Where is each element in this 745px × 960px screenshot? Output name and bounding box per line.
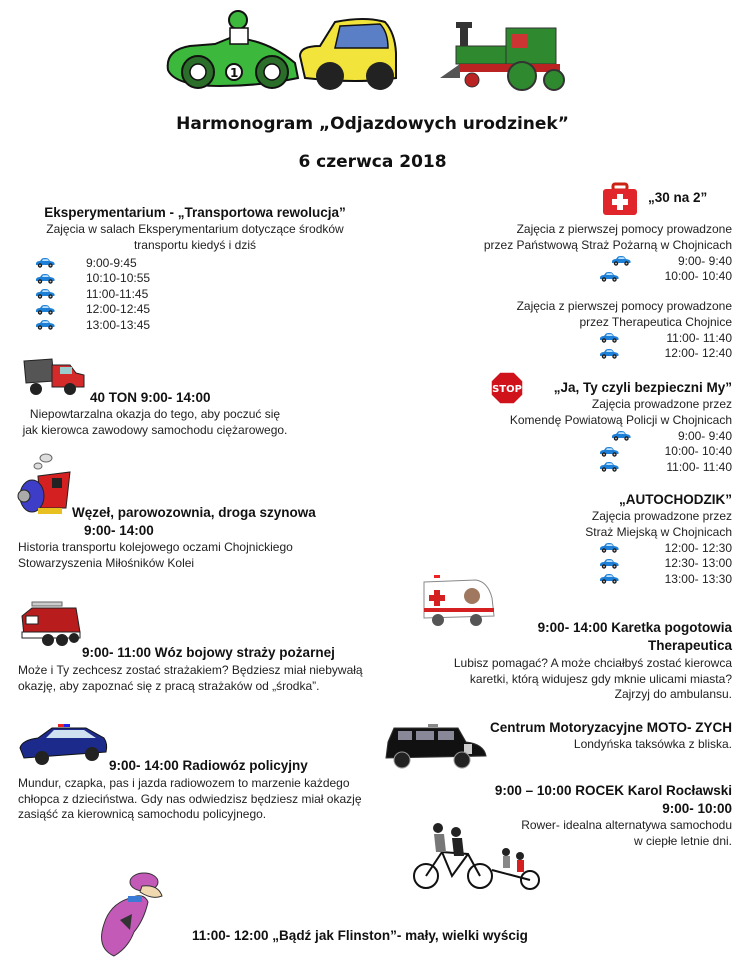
- section-description: Może i Ty zechcesz zostać strażakiem? Będziesz miał niebywałą: [18, 663, 363, 677]
- first-aid-kit-icon: [600, 182, 640, 218]
- section-description: Rower- idealna alternatywa samochodu: [521, 818, 732, 832]
- section-policja: [18, 758, 378, 823]
- section-description: Straż Miejską w Chojnicach: [585, 524, 732, 539]
- section-autochodzik: [420, 492, 732, 587]
- section-title: „30 na 2”: [648, 190, 708, 205]
- section-title: 9:00- 11:00 Wóz bojowy straży pożarnej: [82, 645, 335, 660]
- blue-car-icon: [34, 288, 56, 299]
- blue-car-icon: [610, 430, 632, 441]
- section-40-ton: [0, 390, 310, 438]
- blue-car-icon: [598, 558, 620, 569]
- section-title: „AUTOCHODZIK”: [619, 492, 732, 507]
- section-description: chłopca z dzieciństwa. Gdy nas odwiedzisz będziesz miał okazję: [18, 791, 362, 806]
- section-title: Węzeł, parowozownia, droga szynowa: [72, 505, 316, 520]
- time-slot: [420, 556, 732, 572]
- blue-car-icon: [34, 304, 56, 315]
- section-description: Londyńska taksówka z bliska.: [573, 737, 732, 751]
- header-illustration: [160, 8, 590, 98]
- svg-text:1: 1: [230, 66, 239, 80]
- section-description: zasiąść za kierownicą samochodu policyjnego.: [18, 807, 267, 821]
- slot-time: 10:00- 10:40: [664, 444, 732, 459]
- fire-truck-icon: [18, 598, 84, 648]
- steam-train-icon: [440, 22, 564, 90]
- section-description: Zajrzyj do ambulansu.: [614, 687, 732, 701]
- section-time: 9:00- 10:00: [662, 801, 732, 816]
- time-slot: [20, 255, 370, 271]
- page-title: Harmonogram „Odjazdowych urodzinek”: [176, 114, 569, 134]
- slot-time: 12:00- 12:30: [664, 540, 732, 555]
- section-description: Zajęcia z pierwszej pomocy prowadzone: [516, 222, 732, 236]
- section-description: karetki, którą widujesz gdy mknie ulicami miasta?: [469, 671, 732, 686]
- time-slot: [420, 346, 732, 362]
- slot-time: 11:00- 11:40: [666, 330, 732, 345]
- blue-car-icon: [610, 255, 632, 266]
- section-description: Zajęcia prowadzone przez: [591, 397, 732, 411]
- section-description: Lubisz pomagać? A może chciałbyś zostać kierowca: [453, 656, 732, 670]
- event-date: 6 czerwca 2018: [298, 152, 447, 172]
- section-description: przez Państwową Straż Pożarną w Chojnicach: [483, 237, 732, 252]
- blue-car-icon: [598, 332, 620, 343]
- section-title: 11:00- 12:00 „Bądź jak Flinston”- mały, wielki wyścig: [192, 928, 528, 943]
- blue-car-icon: [598, 446, 620, 457]
- time-slot: [420, 444, 732, 460]
- section-description: Niepowtarzalna okazja do tego, aby poczuć się: [29, 407, 281, 421]
- slot-time: 9:00- 9:40: [677, 253, 732, 268]
- section-description: Zajęcia w salach Eksperymentarium dotyczące środków: [46, 222, 344, 236]
- section-title: „Ja, Ty czyli bezpieczni My”: [553, 380, 732, 395]
- time-slot: [20, 317, 370, 333]
- blue-car-icon: [34, 319, 56, 330]
- dino-icon: [86, 868, 166, 960]
- tandem-bicycle-icon: [412, 822, 544, 892]
- section-title: Centrum Motoryzacyjne MOTO- ZYCH: [489, 720, 732, 735]
- section-description: jak kierowca zawodowy samochodu ciężarowego.: [22, 422, 288, 437]
- blue-car-icon: [598, 542, 620, 553]
- section-description: Zajęcia prowadzone przez: [591, 509, 732, 523]
- yellow-car-icon: [300, 19, 396, 90]
- slot-time: 10:00- 10:40: [664, 269, 732, 284]
- time-slot: [20, 286, 370, 302]
- blue-car-icon: [598, 461, 620, 472]
- section-description: Stowarzyszenia Miłośników Kolei: [18, 555, 195, 570]
- section-description: Mundur, czapka, pas i jazda radiowozem to marzenie każdego: [18, 776, 350, 790]
- slot-time: 9:00- 9:40: [677, 428, 732, 443]
- race-car-icon: [160, 8, 590, 98]
- section-description: okazję, aby zapoznać się z pracą strażaków od „środka”.: [18, 678, 320, 693]
- section-title: Eksperymentarium - „Transportowa rewolucja”: [44, 205, 346, 220]
- section-description: Komendę Powiatową Policji w Chojnicach: [509, 412, 732, 427]
- slot-time: 13:00- 13:30: [664, 571, 732, 586]
- time-slot: [420, 540, 732, 556]
- section-flinston: [192, 928, 528, 943]
- slot-time: 10:10-10:55: [86, 271, 151, 286]
- section-time: 9:00- 14:00: [84, 523, 154, 538]
- section-straz: [18, 645, 378, 694]
- section-title: 9:00 – 10:00 ROCEK Karol Rocławski: [494, 783, 732, 798]
- green-race-car-icon: [168, 11, 298, 88]
- slot-time: 13:00-13:45: [86, 317, 151, 332]
- section-description: przez Therapeutica Chojnice: [579, 314, 732, 329]
- slot-time: 12:30- 13:00: [664, 556, 732, 571]
- time-slot: [420, 459, 732, 475]
- slot-time: 9:00-9:45: [86, 255, 137, 270]
- section-title: Therapeutica: [647, 638, 732, 653]
- blue-car-icon: [598, 271, 620, 282]
- time-slot: [20, 271, 370, 287]
- time-slot: [420, 253, 732, 269]
- slot-time: 12:00- 12:40: [664, 346, 732, 361]
- blue-car-icon: [598, 573, 620, 584]
- blue-car-icon: [34, 257, 56, 268]
- slot-time: 12:00-12:45: [86, 302, 151, 317]
- section-description: w ciepłe letnie dni.: [633, 833, 732, 848]
- slot-time: 11:00-11:45: [86, 286, 149, 301]
- section-wezel: [18, 505, 358, 571]
- section-eksperymentarium: [20, 205, 370, 333]
- time-slot: [420, 269, 732, 285]
- time-slot: [20, 302, 370, 318]
- time-slot: [420, 330, 732, 346]
- section-bezpieczni: [420, 380, 732, 475]
- section-description: Zajęcia z pierwszej pomocy prowadzone: [516, 299, 732, 313]
- section-description: transportu kiedyś i dziś: [133, 237, 257, 252]
- section-first-aid: [420, 222, 732, 361]
- section-title: 9:00- 14:00 Karetka pogotowia: [537, 620, 732, 635]
- section-description: Historia transportu kolejowego oczami Chojnickiego: [18, 540, 293, 554]
- slot-time: 11:00- 11:40: [666, 459, 732, 474]
- section-title: 40 TON 9:00- 14:00: [90, 390, 211, 405]
- blue-car-icon: [598, 348, 620, 359]
- section-karetka: [420, 620, 732, 703]
- svg-text:STOP: STOP: [492, 384, 522, 395]
- section-title: 9:00- 14:00 Radiowóz policyjny: [109, 758, 308, 773]
- time-slot: [420, 428, 732, 444]
- section-moto-zych: [420, 720, 732, 753]
- blue-car-icon: [34, 273, 56, 284]
